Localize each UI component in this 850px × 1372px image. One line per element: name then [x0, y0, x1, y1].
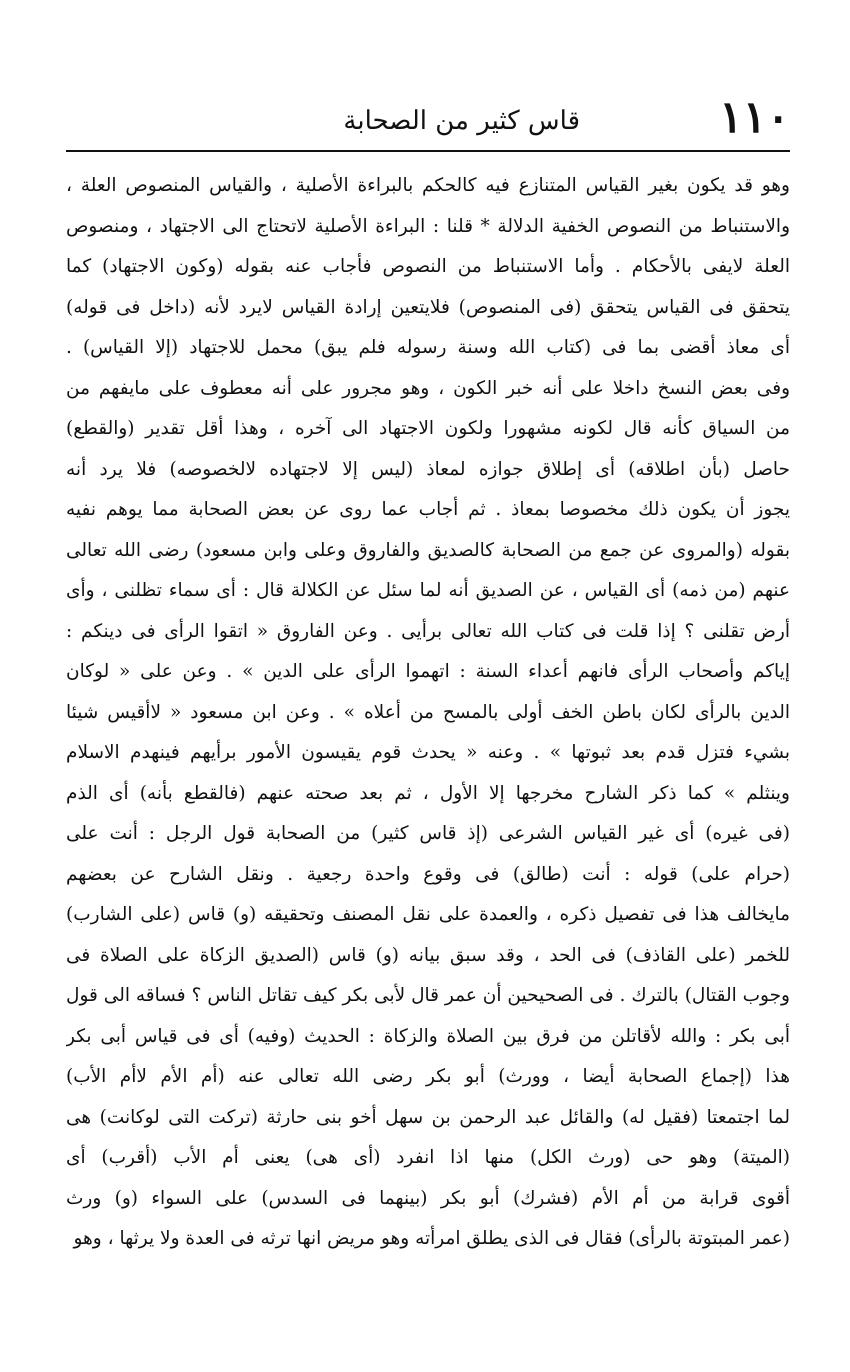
- text-line: (عمر المبتوتة بالرأى) فقال فى الذى يطلق امرأته وهو مريض انها ترثه فى العدة ولا يرثها ، وهو: [73, 1228, 790, 1249]
- text-line: مايخالف هذا فى تفصيل ذكره ، والعمدة على نقل المصنف وتحقيقه (و) قاس (على الشارب): [66, 904, 790, 925]
- text-line: أى معاذ أقضى بما فى (كتاب الله وسنة رسوله فلم يبق) محمل للاجتهاد (إلا القياس) .: [66, 337, 790, 358]
- running-title: قاس كثير من الصحابة: [343, 106, 580, 136]
- page-header: [66, 0, 790, 152]
- text-line: إياكم وأصحاب الرأى فانهم أعداء السنة : اتهموا الرأى على الدين » . وعن على « لوكان: [66, 661, 790, 682]
- text-line: (فى غيره) أى غير القياس الشرعى (إذ قاس كثير) من الصحابة قول الرجل : أنت على: [66, 823, 790, 844]
- text-line: وجوب القتال) بالترك . فى الصحيحين أن عمر قال لأبى بكر كيف تقاتل الناس ؟ فساقه الى قول: [66, 985, 790, 1006]
- text-line: أبى بكر : والله لأقاتلن من فرق بين الصلاة والزكاة : الحديث (وفيه) أى فى قياس أبى بكر: [66, 1025, 790, 1047]
- text-line: العلة لايفى بالأحكام . وأما الاستنباط من النصوص فأجاب عنه بقوله (وكون الاجتهاد) كما: [66, 256, 790, 277]
- text-line: أرض تقلنى ؟ إذا قلت فى كتاب الله تعالى برأيى . وعن الفاروق « اتقوا الرأى فى دينكم :: [66, 620, 790, 642]
- text-line: لما اجتمعتا (فقيل له) والقائل عبد الرحمن بن سهل أخو بنى حارثة (تركت التى لوكانت) هى: [66, 1106, 790, 1128]
- text-line: يتحقق فى القياس يتحقق (فى المنصوص) فلايتعين إرادة القياس لايرد لأنه (داخل فى قوله): [66, 296, 790, 318]
- text-line: والاستنباط من النصوص الخفية الدلالة * قلنا : البراءة الأصلية لاتحتاج الى الاجتهاد ، ومنصوص: [66, 215, 790, 237]
- text-line: للخمر (على القاذف) فى الحد ، وقد سبق بيانه (و) قاس (الصديق الزكاة على الصلاة فى: [66, 944, 790, 966]
- text-line: هذا (إجماع الصحابة أيضا ، وورث) أبو بكر رضى الله تعالى عنه (أم الأم لاأم الأب): [66, 1066, 790, 1087]
- text-line: وفى بعض النسخ داخلا على أنه خبر الكون ، وهو مجرور على أنه معطوف على مايفهم من: [66, 377, 790, 399]
- text-line: أقوى قرابة من أم الأم (فشرك) أبو بكر (بينهما فى السدس) على السواء (و) ورث: [66, 1187, 790, 1209]
- page-number: ١١٠: [719, 92, 790, 143]
- text-line: من السياق كأنه قال لكونه مشهورا ولكون الاجتهاد الى آخره ، وهذا أقل تقدير (والقطع): [66, 418, 790, 439]
- body-text: [66, 166, 790, 1260]
- text-line: وينثلم » كما ذكر الشارح مخرجها إلا الأول ، ثم بعد صحته عنهم (فالقطع بأنه) أى الذم: [66, 782, 790, 804]
- text-line: يجوز أن يكون ذلك مخصوصا بمعاذ . ثم أجاب عما روى عن بعض الصحابة مما يوهم نفيه: [66, 499, 790, 520]
- text-line: (حرام على) قوله : أنت (طالق) فى وقوع واحدة رجعية . ونقل الشارح عن بعضهم: [66, 863, 790, 885]
- text-line: (الميتة) وهو حى (ورث الكل) منها اذا انفرد (أى هى) يعنى أم الأب (أقرب) أى: [66, 1147, 790, 1168]
- text-line: بشيء فتزل قدم بعد ثبوتها » . وعنه « يحدث قوم يقيسون الأمور برأيهم فينهدم الاسلام: [66, 742, 790, 763]
- text-line: حاصل (بأن اطلاقه) أى إطلاق جوازه لمعاذ (ليس إلا لاجتهاده لالخصوصه) فلا يرد أنه: [66, 458, 790, 480]
- text-line: وهو قد يكون بغير القياس المتنازع فيه كالحكم بالبراءة الأصلية ، والقياس المنصوص العلة ،: [66, 175, 790, 196]
- text-line: بقوله (والمروى عن جمع من الصحابة كالصديق والفاروق وعلى وابن مسعود) رضى الله تعالى: [66, 539, 790, 561]
- text-line: الدين بالرأى لكان باطن الخف أولى بالمسح من أعلاه » . وعن ابن مسعود « لاأقيس شيئا: [66, 701, 790, 723]
- header-rule: [66, 150, 790, 152]
- text-line: عنهم (من ذمه) أى القياس ، عن الصديق أنه لما سئل عن الكلالة قال : أى سماء تظلنى ، وأى: [66, 580, 790, 601]
